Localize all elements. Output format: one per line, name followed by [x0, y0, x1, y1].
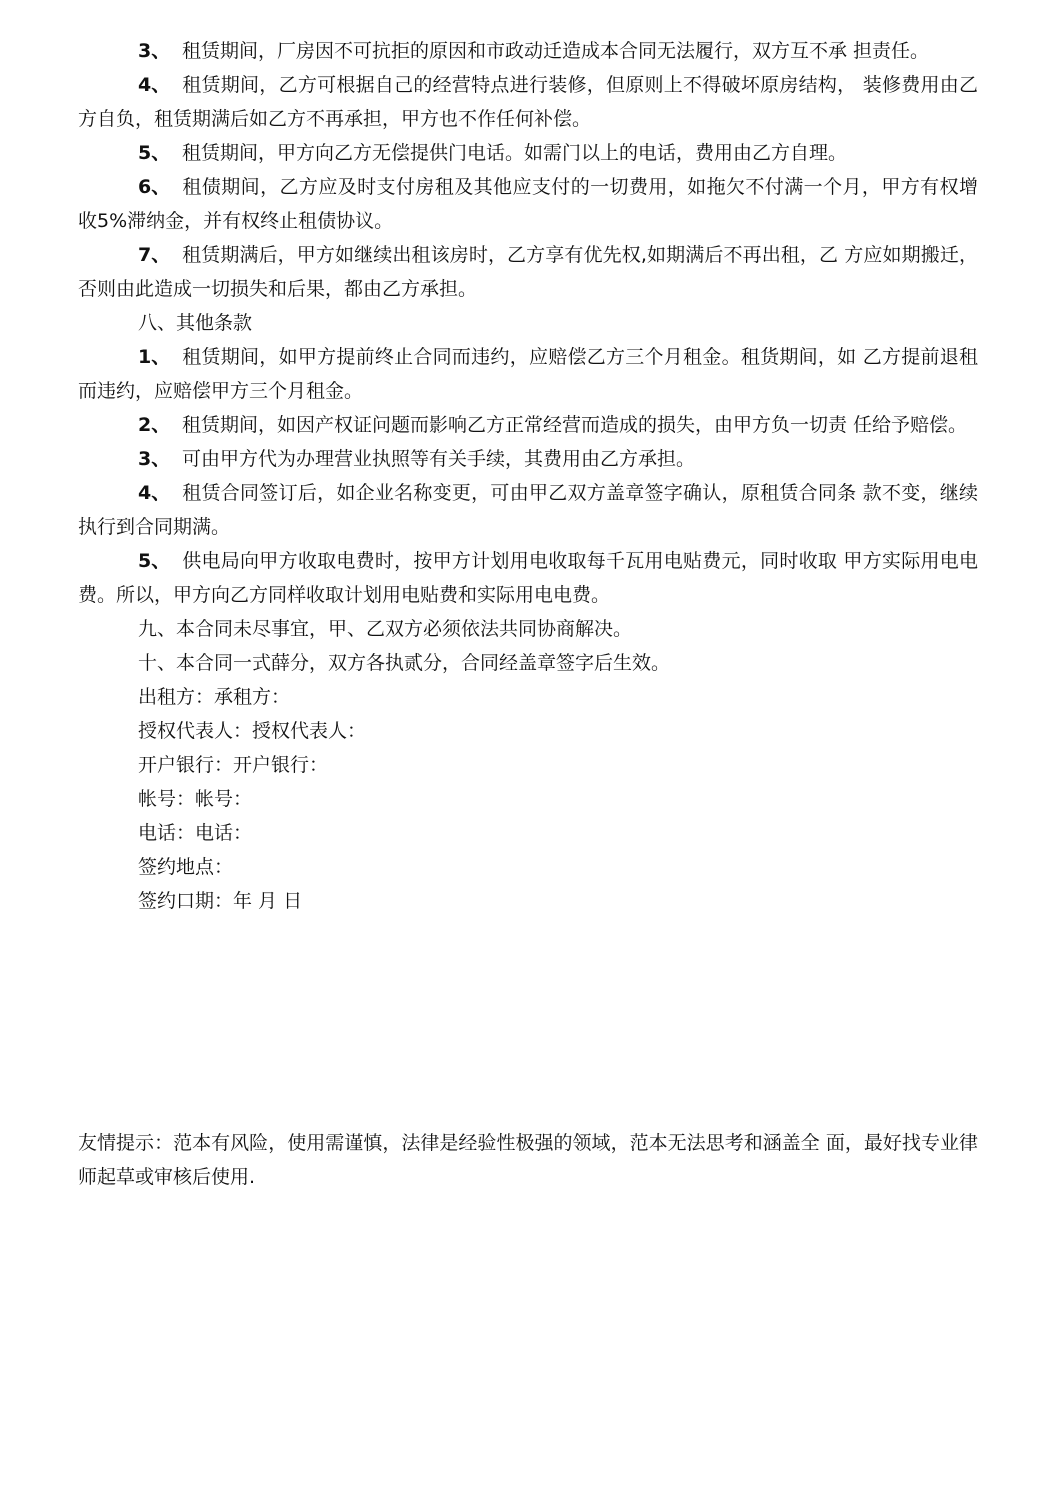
clause-number: 3、: [138, 448, 171, 470]
clause-number: 4、: [138, 482, 171, 504]
clause-text: 租赁期间，如甲方提前终止合同而违约，应赔偿乙方三个月租金。租货期间，如 乙方提前退租而违约，应赔偿甲方三个月租金。: [78, 346, 978, 402]
section-9: 九、本合同未尽事宜，甲、乙双方必须依法共同协商解决。: [138, 618, 633, 640]
clause-8-3: [78, 442, 978, 476]
signature-parties: 出租方：承租方：: [138, 686, 291, 708]
signature-accounts: 帐号：帐号：: [138, 788, 253, 810]
clause-text: 租赁期间，如因产权证问题而影响乙方正常经营而造成的损失，由甲方负一切责 任给予赔偿。: [182, 414, 968, 436]
clause-7-4: [78, 68, 978, 136]
clause-8-1: [78, 340, 978, 408]
clause-number: 6、: [138, 176, 171, 198]
clause-7-7: [78, 238, 978, 306]
clause-text: 供电局向甲方收取电费时，按甲方计划用电收取每千瓦用电贴费元，同时收取 甲方实际用电电费。所以，甲方向乙方同样收取计划用电贴费和实际用电电费。: [78, 550, 978, 606]
clause-8-5: [78, 544, 978, 612]
clause-8-2: [78, 408, 978, 442]
signing-date: 签约口期：年 月 日: [138, 890, 303, 912]
signature-block: [78, 680, 978, 918]
clause-number: 4、: [138, 74, 171, 96]
clause-8-4: [78, 476, 978, 544]
clause-7-5: [78, 136, 978, 170]
clause-number: 7、: [138, 244, 171, 266]
clause-text: 租债期间，乙方应及时支付房租及其他应支付的一切费用，如拖欠不付满一个月，甲方有权增收5%滞纳金，并有权终止租债协议。: [78, 176, 978, 232]
contract-body: [78, 34, 978, 918]
clause-number: 1、: [138, 346, 171, 368]
signature-representatives: 授权代表人：授权代表人：: [138, 720, 367, 742]
clause-text: 租赁期间，甲方向乙方无偿提供门电话。如需门以上的电话，费用由乙方自理。: [182, 142, 848, 164]
clause-text: 租赁期间，乙方可根据自己的经营特点进行装修，但原则上不得破坏原房结构， 装修费用由乙方自负，租赁期满后如乙方不再承担，甲方也不作任何补偿。: [78, 74, 978, 130]
clause-7-3: [78, 34, 978, 68]
clause-number: 3、: [138, 40, 171, 62]
clause-7-6: [78, 170, 978, 238]
signature-banks: 开户银行：开户银行：: [138, 754, 329, 776]
clause-number: 2、: [138, 414, 171, 436]
clause-number: 5、: [138, 550, 171, 572]
clause-number: 5、: [138, 142, 171, 164]
signature-phones: 电话：电话：: [138, 822, 253, 844]
section-10: 十、本合同一式薛分，双方各执贰分，合同经盖章签字后生效。: [138, 652, 671, 674]
friendly-tip: 友情提示：范本有风险，使用需谨慎，法律是经验性极强的领域，范本无法思考和涵盖全 面，最好找专业律师起草或审核后使用.: [78, 1132, 978, 1188]
clause-text: 租赁期满后，甲方如继续出租该房时，乙方享有优先权,如期满后不再出租，乙 方应如期搬迁，否则由此造成一切损失和后果，都由乙方承担。: [78, 244, 978, 300]
clause-text: 可由甲方代为办理营业执照等有关手续，其费用由乙方承担。: [182, 448, 696, 470]
clause-text: 租赁合同签订后，如企业名称变更，可由甲乙双方盖章签字确认，原租赁合同条 款不变，继续执行到合同期满。: [78, 482, 978, 538]
section-8-title: 八、其他条款: [138, 312, 253, 334]
clause-text: 租赁期间，厂房因不可抗拒的原因和市政动迁造成本合同无法履行，双方互不承 担责任。: [182, 40, 930, 62]
signing-place: 签约地点：: [138, 856, 234, 878]
